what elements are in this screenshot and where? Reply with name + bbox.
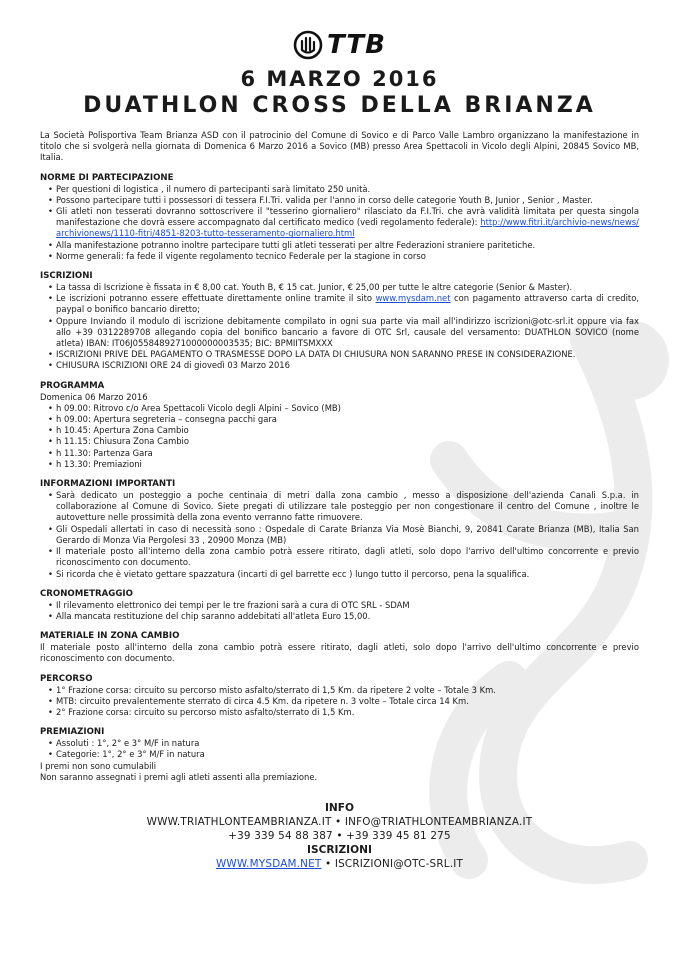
list-item (48, 206, 639, 240)
list-item-text: Alla manifestazione potranno inoltre partecipare tutti gli atleti tesserati per altre Federazioni straniere paritetiche. (56, 239, 536, 250)
list-item (48, 546, 639, 568)
fitri-link[interactable]: http://www.fitri.it/archivio-news/news/archivionews/1110-fitri/4851-8203-tutto-tesseramento-giornaliero.html (56, 217, 639, 239)
list-item-text: Assoluti : 1°, 2° e 3° M/F in natura (56, 738, 200, 749)
logo-text: TTB (327, 30, 386, 60)
list-item-text: CHIUSURA ISCRIZIONI ORE 24 di giovedì 03 Marzo 2016 (56, 360, 290, 371)
programma-list (40, 403, 639, 470)
section-title-programma: PROGRAMMA (40, 380, 105, 391)
list-item (48, 685, 639, 696)
programma-date: Domenica 06 Marzo 2016 (40, 391, 148, 402)
footer-phones: +39 339 54 88 387 • +39 339 45 81 275 (228, 829, 451, 842)
section-title-info-importanti: INFORMAZIONI IMPORTANTI (40, 479, 176, 490)
list-item-text: h 09.00: Apertura segreteria – consegna pacchi gara (56, 414, 277, 425)
list-item (48, 600, 639, 611)
list-item (48, 184, 639, 195)
list-item (48, 414, 639, 425)
list-item (48, 240, 639, 251)
list-item (48, 349, 639, 360)
intro-paragraph: La Società Polisportiva Team Brianza ASD con il patrocinio del Comune di Sovico e di Parco Valle Lambro organizzano la manifestazione in titolo che si svolgerà nella giornata di Domenica 6 Marzo 2016 a Sovico (MB) presso Area Spettacoli in Vicolo degli Alpini, 20845 Sovico MB, Italia. (40, 130, 639, 163)
section-title-cronometraggio: CRONOMETRAGGIO (40, 588, 133, 599)
list-item-text: Gli Ospedali allertati in caso di necessità sono : Ospedale di Carate Brianza Via Mosè Bianchi, 9, 20841 Carate Brianza (MB), Italia San Gerardo di Monza Via Pergolesi 33 , 20900 Monza (MB) (56, 523, 639, 545)
event-date-title: 6 MARZO 2016 (240, 67, 439, 91)
list-item-text: Per questioni di logistica , il numero di partecipanti sarà limitato 250 unità. (56, 183, 371, 194)
list-item (48, 611, 639, 622)
list-item-text: Gli atleti non tesserati dovranno sottoscrivere il "tesserino giornaliero" rilasciato da F.I.Tri. che avrà validità limitata per questa singola manifestazione che dovrà essere accompagnato dal certificato medico (vedi regolamento federale): (56, 206, 639, 228)
list-item-text: h 13.30: Premiazioni (56, 458, 142, 469)
list-item-text: Il materiale posto all'interno della zona cambio potrà essere ritirato, dagli atleti, solo dopo l'arrivo dell'ultimo concorrente e previo riconoscimento con documento. (56, 546, 639, 568)
list-item (48, 282, 639, 293)
list-item (48, 316, 639, 350)
list-item (48, 425, 639, 436)
list-item (48, 738, 639, 749)
event-title: DUATHLON CROSS DELLA BRIANZA (83, 93, 596, 118)
list-item-text: h 10.45: Apertura Zona Cambio (56, 425, 189, 436)
premiazioni-note-1: I premi non sono cumulabili (40, 760, 157, 771)
list-item-text: Possono partecipare tutti i possessori di tessera F.I.Tri. valida per l'anno in corso delle categorie Youth B, Junior , Senior , Master. (56, 194, 593, 205)
list-item (48, 707, 639, 718)
iscrizioni-list (40, 282, 639, 372)
list-item-text: La tassa di Iscrizione è fissata in € 8,00 cat. Youth B, € 15 cat. Junior, € 25,00 per tutte le altre categorie (Senior & Master). (56, 282, 573, 293)
list-item-text: Alla mancata restituzione del chip saranno addebitati all'atleta Euro 15,00. (56, 610, 371, 621)
footer-iscrizioni-title: ISCRIZIONI (307, 843, 372, 856)
premiazioni-note-2: Non saranno assegnati i premi agli atleti assenti alla premiazione. (40, 771, 318, 782)
section-title-norme: NORME DI PARTECIPAZIONE (40, 172, 174, 183)
list-item-text: Categorie: 1°, 2° e 3° M/F in natura (56, 749, 205, 760)
list-item (48, 448, 639, 459)
list-item (48, 293, 639, 315)
percorso-list (40, 685, 639, 719)
footer-mysdam-link[interactable]: WWW.MYSDAM.NET (215, 857, 322, 870)
norme-list (40, 184, 639, 262)
list-item-text: Oppure Inviando il modulo di iscrizione debitamente compilato in ogni sua parte via mail all'indirizzo iscrizioni@otc-srl.it oppure via fax allo +39 0312289708 allegando copia del bonifico bancario a favore di OTC Srl, causale del versamento: DUATHLON SOVICO (nome atleta) IBAN: IT06J0558489271000000003535; BIC: BPMIITSMXXX (56, 315, 639, 349)
list-item (48, 459, 639, 470)
list-item-text: con pagamento attraverso carta di credito, paypal o bonifico bancario diretto; (56, 293, 640, 315)
list-item-text: Il rilevamento elettronico dei tempi per le tre frazioni sarà a cura di OTC SRL - SDAM (56, 599, 410, 610)
list-item-text: Norme generali: fa fede il vigente regolamento tecnico Federale per la stagione in corso (56, 250, 426, 261)
section-title-iscrizioni: ISCRIZIONI (40, 271, 93, 282)
cronometraggio-list (40, 600, 639, 622)
premiazioni-list (40, 738, 639, 760)
list-item-text: Le iscrizioni potranno essere effettuate direttamente online tramite il sito (56, 293, 376, 304)
list-item (48, 436, 639, 447)
list-item-text: 2° Frazione corsa: circuito su percorso misto asfalto/sterrato di 1,5 Km. (56, 706, 355, 717)
list-item-text: Si ricorda che è vietato gettare spazzatura (incarti di gel barrette ecc ) lungo tutto il percorso, pena la squalifica. (56, 568, 530, 579)
footer-contacts (40, 801, 639, 871)
list-item-text: ISCRIZIONI PRIVE DEL PAGAMENTO O TRASMESSE DOPO LA DATA DI CHIUSURA NON SARANNO PRESE IN CONSIDERAZIONE. (56, 349, 576, 360)
footer-iscrizioni-line (40, 857, 639, 871)
list-item-text: h 09.00: Ritrovo c/o Area Spettacoli Vicolo degli Alpini – Sovico (MB) (56, 402, 341, 413)
materiale-paragraph: Il materiale posto all'interno della zona cambio potrà essere ritirato, dagli atleti, solo dopo l'arrivo dell'ultimo concorrente e previo riconoscimento con documento. (40, 642, 639, 664)
list-item-text: 1° Frazione corsa: circuito su percorso misto asfalto/sterrato di 1,5 Km. da ripetere 2 volte – Totale 3 Km. (56, 684, 496, 695)
list-item (48, 195, 639, 206)
list-item-text: h 11.30: Partenza Gara (56, 447, 153, 458)
list-item (48, 524, 639, 546)
list-item (48, 403, 639, 414)
section-title-percorso: PERCORSO (40, 673, 93, 684)
list-item-text: MTB: circuito prevalentemente sterrato di circa 4.5 Km. da ripetere n. 3 volte – Totale circa 14 Km. (56, 695, 469, 706)
list-item-text: Sarà dedicato un posteggio a poche centinaia di metri dalla zona cambio , messo a disposizione dell'azienda Canali S.p.a. in collaborazione al Comune di Sovico. Siete pregati di utilizzare tale posteggio per non congestionare il centro del Comune , inoltre le autovetture nelle prossimità della zona evento verranno fatte rimuovere. (56, 490, 639, 523)
team-logo-icon (293, 30, 323, 60)
footer-iscrizioni-email: • ISCRIZIONI@OTC-SRL.IT (321, 857, 464, 870)
list-item (48, 251, 639, 262)
document-body (40, 130, 639, 783)
list-item (48, 569, 639, 580)
list-item (48, 749, 639, 760)
list-item (48, 696, 639, 707)
list-item (48, 490, 639, 524)
section-title-premiazioni: PREMIAZIONI (40, 727, 105, 738)
info-importanti-list (40, 490, 639, 580)
footer-info-line: WWW.TRIATHLONTEAMBRIANZA.IT • INFO@TRIATHLONTEAMBRIANZA.IT (146, 815, 533, 828)
section-title-materiale: MATERIALE IN ZONA CAMBIO (40, 631, 180, 642)
mysdam-link[interactable]: www.mysdam.net (375, 293, 451, 304)
list-item (48, 360, 639, 371)
footer-info-title: INFO (324, 801, 355, 814)
list-item-text: h 11.15: Chiusura Zona Cambio (56, 436, 189, 447)
header-logo (40, 26, 639, 64)
